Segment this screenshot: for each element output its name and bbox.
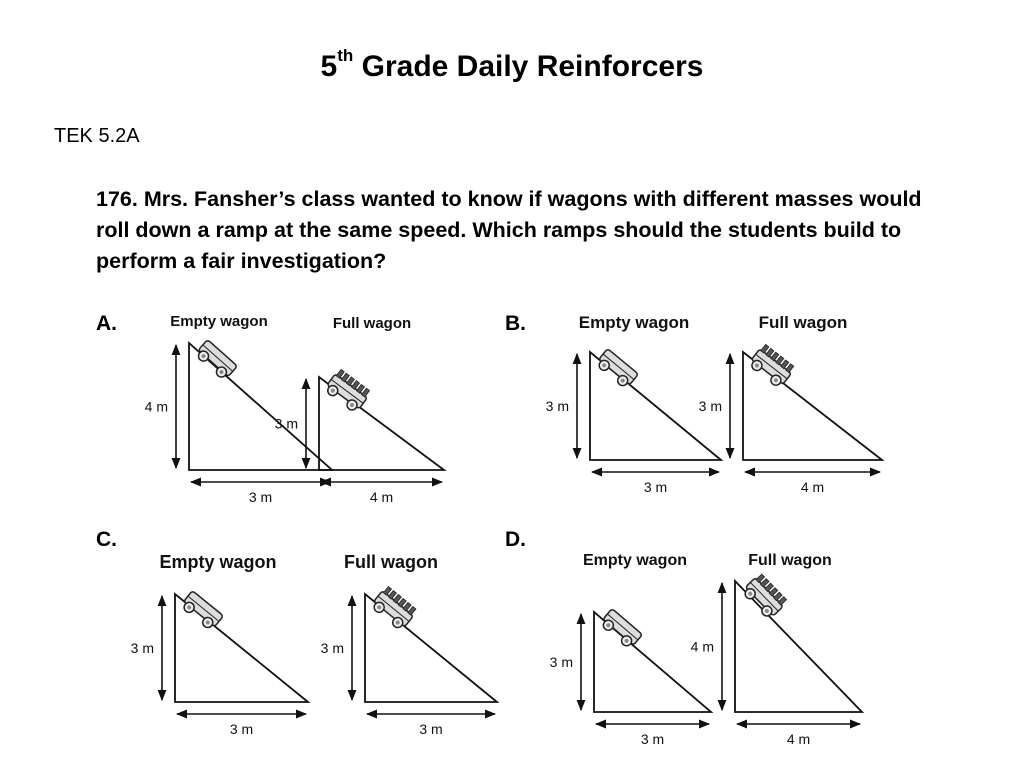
ramp-d-empty <box>550 552 711 747</box>
wagon-label: Empty wagon <box>170 313 268 330</box>
full-wagon-icon <box>748 343 796 389</box>
option-a-letter[interactable]: A. <box>96 312 117 335</box>
base-label: 4 m <box>786 731 811 747</box>
base-label: 3 m <box>229 721 254 737</box>
full-wagon-icon <box>370 585 418 631</box>
full-wagon-icon <box>741 573 788 621</box>
empty-wagon-icon <box>194 340 237 382</box>
title-text: Grade Daily Reinforcers <box>361 50 704 83</box>
empty-wagon-icon <box>595 349 639 390</box>
height-label: 3 m <box>549 654 573 670</box>
base-label: 3 m <box>640 731 665 747</box>
base-label: 3 m <box>419 721 443 737</box>
tek-label: TEK 5.2A <box>54 125 140 147</box>
ramp-a-empty <box>145 313 332 505</box>
height-label: 4 m <box>690 638 714 655</box>
ramp-triangle <box>189 343 332 470</box>
ramp-b-full <box>699 313 882 495</box>
title-prefix: 5 <box>320 50 338 83</box>
base-label: 3 m <box>248 489 273 505</box>
height-label: 3 m <box>320 640 344 656</box>
empty-wagon-icon <box>180 591 224 632</box>
ramp-d-full <box>691 552 862 747</box>
wagon-label: Empty wagon <box>582 552 688 569</box>
option-c-letter[interactable]: C. <box>96 528 117 551</box>
wagon-label: Full wagon <box>344 552 438 572</box>
ramp-c-empty <box>131 552 308 737</box>
title-superscript: th <box>337 46 354 65</box>
base-label: 3 m <box>643 479 668 495</box>
ramp-triangle <box>735 581 862 712</box>
wagon-label: Empty wagon <box>159 552 277 572</box>
height-label: 3 m <box>545 398 569 414</box>
ramp-a-full <box>275 315 444 505</box>
height-label: 3 m <box>130 640 154 656</box>
full-wagon-icon <box>323 368 371 414</box>
ramp-c-full <box>321 552 497 737</box>
option-d-letter[interactable]: D. <box>505 528 526 551</box>
option-b-letter[interactable]: B. <box>505 312 526 335</box>
wagon-label: Empty wagon <box>578 313 690 332</box>
ramp-b-empty <box>546 313 721 495</box>
base-label: 4 m <box>369 489 394 505</box>
empty-wagon-icon <box>599 609 642 650</box>
question-text: 176. Mrs. Fansher’s class wanted to know if wagons with different masses would roll down a ramp at the same speed. Which ramps should the students build to perform a fair investigation? <box>96 187 922 273</box>
height-label: 3 m <box>274 415 298 432</box>
height-label: 3 m <box>698 398 722 414</box>
height-label: 4 m <box>144 398 168 415</box>
wagon-label: Full wagon <box>758 313 848 332</box>
base-label: 4 m <box>800 479 825 495</box>
wagon-label: Full wagon <box>332 315 412 332</box>
wagon-label: Full wagon <box>748 552 832 569</box>
